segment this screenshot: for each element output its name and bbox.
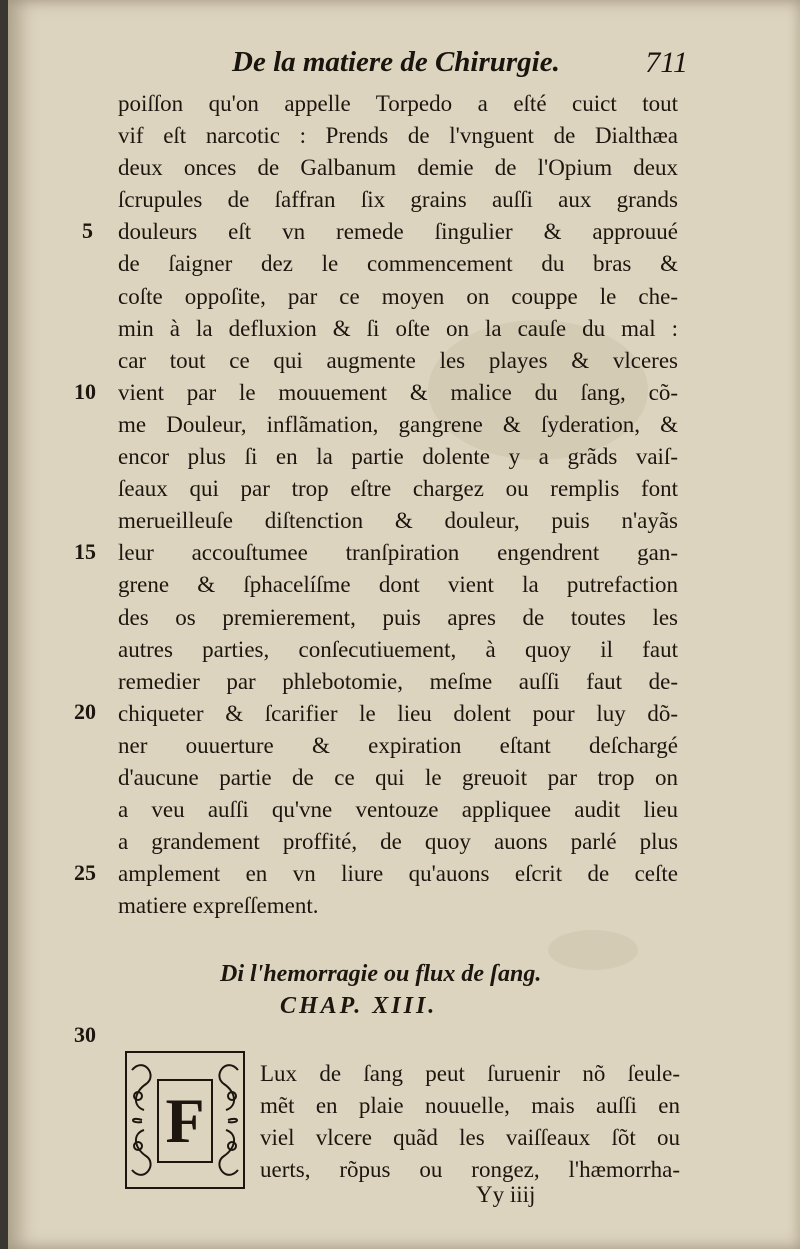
margin-line-number: 20 xyxy=(74,699,96,724)
margin-line-number: 30 xyxy=(74,1022,96,1047)
text-line: d'aucune partie de ce qui le greuoit par trop on xyxy=(118,764,678,790)
floral-initial-icon xyxy=(124,1050,246,1190)
initial-letter: F xyxy=(165,1085,205,1156)
chapter-heading xyxy=(218,958,598,1022)
body-text xyxy=(118,88,678,922)
text-line: grene & ſphacelíſme dont vient la putrefaction xyxy=(118,572,678,598)
text-line: merueilleuſe diſtenction & douleur, puis n'ayãs xyxy=(118,508,678,534)
text-line: uerts, rõpus ou rongez, l'hæmorrha- xyxy=(260,1157,680,1183)
signature-mark: Yy iiij xyxy=(476,1182,536,1207)
text-line: douleurs eſt vn remede ſingulier & approuué xyxy=(118,219,678,245)
chapter-number: CHAP. XIII. xyxy=(280,993,438,1019)
text-line: autres parties, conſecutiuement, à quoy il faut xyxy=(118,636,678,662)
text-line: viel vlcere quãd les vaiſſeaux ſõt ou xyxy=(260,1125,680,1151)
text-line: de ſaigner dez le commencement du bras & xyxy=(118,251,678,277)
text-line: a grandement proffité, de quoy auons parlé plus xyxy=(118,829,678,855)
text-line: amplement en vn liure qu'auons eſcrit de ceſte xyxy=(118,861,678,887)
text-line: matiere expreſſement. xyxy=(118,893,319,919)
text-line: ner ouuerture & expiration eſtant deſchargé xyxy=(118,732,678,758)
text-line: des os premierement, puis apres de toutes les xyxy=(118,604,678,630)
text-line: leur accouſtumee tranſpiration engendrent gan- xyxy=(118,540,678,566)
text-line: ſeaux qui par trop eſtre chargez ou remplis font xyxy=(118,476,678,502)
margin-line-number: 25 xyxy=(74,860,96,885)
text-line: remedier par phlebotomie, meſme auſſi faut de- xyxy=(118,668,678,694)
text-line: Lux de ſang peut ſuruenir nõ ſeule- xyxy=(260,1061,680,1086)
text-line: vif eſt narcotic : Prends de l'vnguent de Dialthæa xyxy=(118,123,678,149)
margin-line-number: 5 xyxy=(82,218,93,243)
text-line: me Douleur, inflãmation, gangrene & ſyderation, & xyxy=(118,411,678,437)
page-header xyxy=(218,44,688,84)
text-line: a veu auſſi qu'vne ventouze appliquee audit lieu xyxy=(118,797,678,823)
text-line: deux onces de Galbanum demie de l'Opium deux xyxy=(118,155,678,181)
text-line: vient par le mouuement & malice du ſang, cõ- xyxy=(118,379,678,405)
decorated-initial xyxy=(124,1050,246,1190)
text-line: mẽt en plaie nouuelle, mais auſſi en xyxy=(260,1093,680,1119)
margin-line-number: 15 xyxy=(74,539,96,564)
text-line: car tout ce qui augmente les playes & vlceres xyxy=(118,347,678,373)
text-line: encor plus ſi en la partie dolente y a grãds vaiſ- xyxy=(118,444,678,470)
margin-line-number: 10 xyxy=(74,379,96,404)
text-line: min à la defluxion & ſi oſte on la cauſe du mal : xyxy=(118,315,678,341)
text-line: chiqueter & ſcarifier le lieu dolent pour luy dõ- xyxy=(118,700,678,726)
running-title: De la matiere de Chirurgie. xyxy=(232,46,560,78)
page-number: 711 xyxy=(645,46,688,79)
text-line: ſcrupules de ſaffran ſix grains auſſi aux grands xyxy=(118,187,678,213)
book-page xyxy=(8,0,800,1249)
text-line: poiſſon qu'on appelle Torpedo a eſté cuict tout xyxy=(118,91,678,116)
text-line: coſte oppoſite, par ce moyen on couppe le che- xyxy=(118,283,678,309)
chapter-text xyxy=(260,1058,680,1186)
chapter-title: Di l'hemorragie ou flux de ſang. xyxy=(220,961,542,987)
